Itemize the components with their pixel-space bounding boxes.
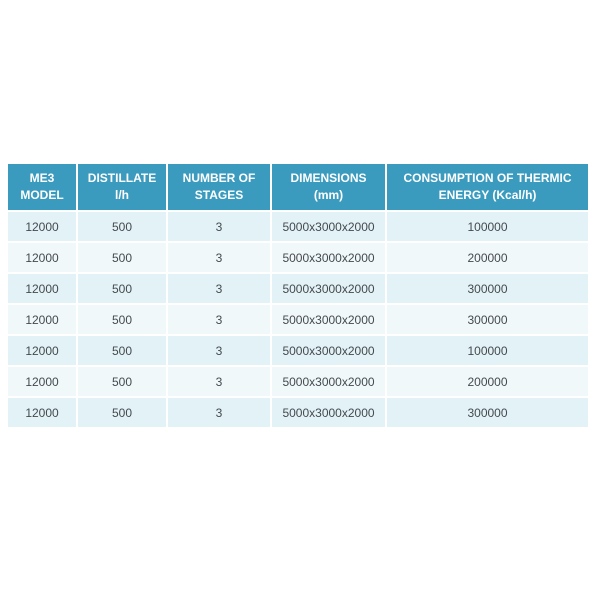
header-stages-line1: NUMBER OF: [182, 171, 256, 185]
cell-model: 12000: [8, 212, 76, 241]
spec-table: [6, 162, 590, 429]
table-row: [8, 367, 588, 396]
cell-dimensions: 5000x3000x2000: [272, 212, 385, 241]
cell-energy: 100000: [387, 336, 588, 365]
table-row: [8, 212, 588, 241]
spec-table-container: [8, 162, 590, 429]
cell-energy: 300000: [387, 274, 588, 303]
cell-distillate: 500: [78, 274, 166, 303]
cell-energy: 200000: [387, 367, 588, 396]
table-row: [8, 243, 588, 272]
cell-model: 12000: [8, 336, 76, 365]
cell-model: 12000: [8, 398, 76, 427]
cell-stages: 3: [168, 305, 270, 334]
header-energy-line2: ENERGY (Kcal/h): [438, 188, 537, 202]
header-dimensions: [272, 164, 385, 210]
cell-energy: 300000: [387, 398, 588, 427]
table-row: [8, 336, 588, 365]
cell-dimensions: 5000x3000x2000: [272, 243, 385, 272]
cell-model: 12000: [8, 367, 76, 396]
header-distillate-line2: l/h: [115, 188, 129, 202]
cell-distillate: 500: [78, 398, 166, 427]
cell-stages: 3: [168, 336, 270, 365]
cell-dimensions: 5000x3000x2000: [272, 305, 385, 334]
header-stages-line2: STAGES: [194, 188, 244, 202]
cell-energy: 200000: [387, 243, 588, 272]
cell-model: 12000: [8, 243, 76, 272]
header-model: [8, 164, 76, 210]
cell-model: 12000: [8, 274, 76, 303]
cell-energy: 300000: [387, 305, 588, 334]
table-row: [8, 398, 588, 427]
cell-stages: 3: [168, 398, 270, 427]
table-row: [8, 305, 588, 334]
table-row: [8, 274, 588, 303]
header-model-line2: MODEL: [20, 188, 64, 202]
cell-model: 12000: [8, 305, 76, 334]
cell-distillate: 500: [78, 336, 166, 365]
header-dimensions-line1: DIMENSIONS: [290, 171, 367, 185]
header-distillate: [78, 164, 166, 210]
header-stages: [168, 164, 270, 210]
cell-distillate: 500: [78, 305, 166, 334]
cell-distillate: 500: [78, 212, 166, 241]
cell-stages: 3: [168, 274, 270, 303]
cell-dimensions: 5000x3000x2000: [272, 274, 385, 303]
cell-dimensions: 5000x3000x2000: [272, 398, 385, 427]
cell-stages: 3: [168, 367, 270, 396]
header-dimensions-line2: (mm): [313, 188, 344, 202]
cell-dimensions: 5000x3000x2000: [272, 367, 385, 396]
table-header-row: [8, 164, 588, 210]
header-energy: [387, 164, 588, 210]
cell-energy: 100000: [387, 212, 588, 241]
cell-dimensions: 5000x3000x2000: [272, 336, 385, 365]
cell-distillate: 500: [78, 243, 166, 272]
header-model-line1: ME3: [29, 171, 55, 185]
cell-stages: 3: [168, 212, 270, 241]
header-distillate-line1: DISTILLATE: [87, 171, 157, 185]
header-energy-line1: CONSUMPTION OF THERMIC: [403, 171, 572, 185]
cell-distillate: 500: [78, 367, 166, 396]
cell-stages: 3: [168, 243, 270, 272]
